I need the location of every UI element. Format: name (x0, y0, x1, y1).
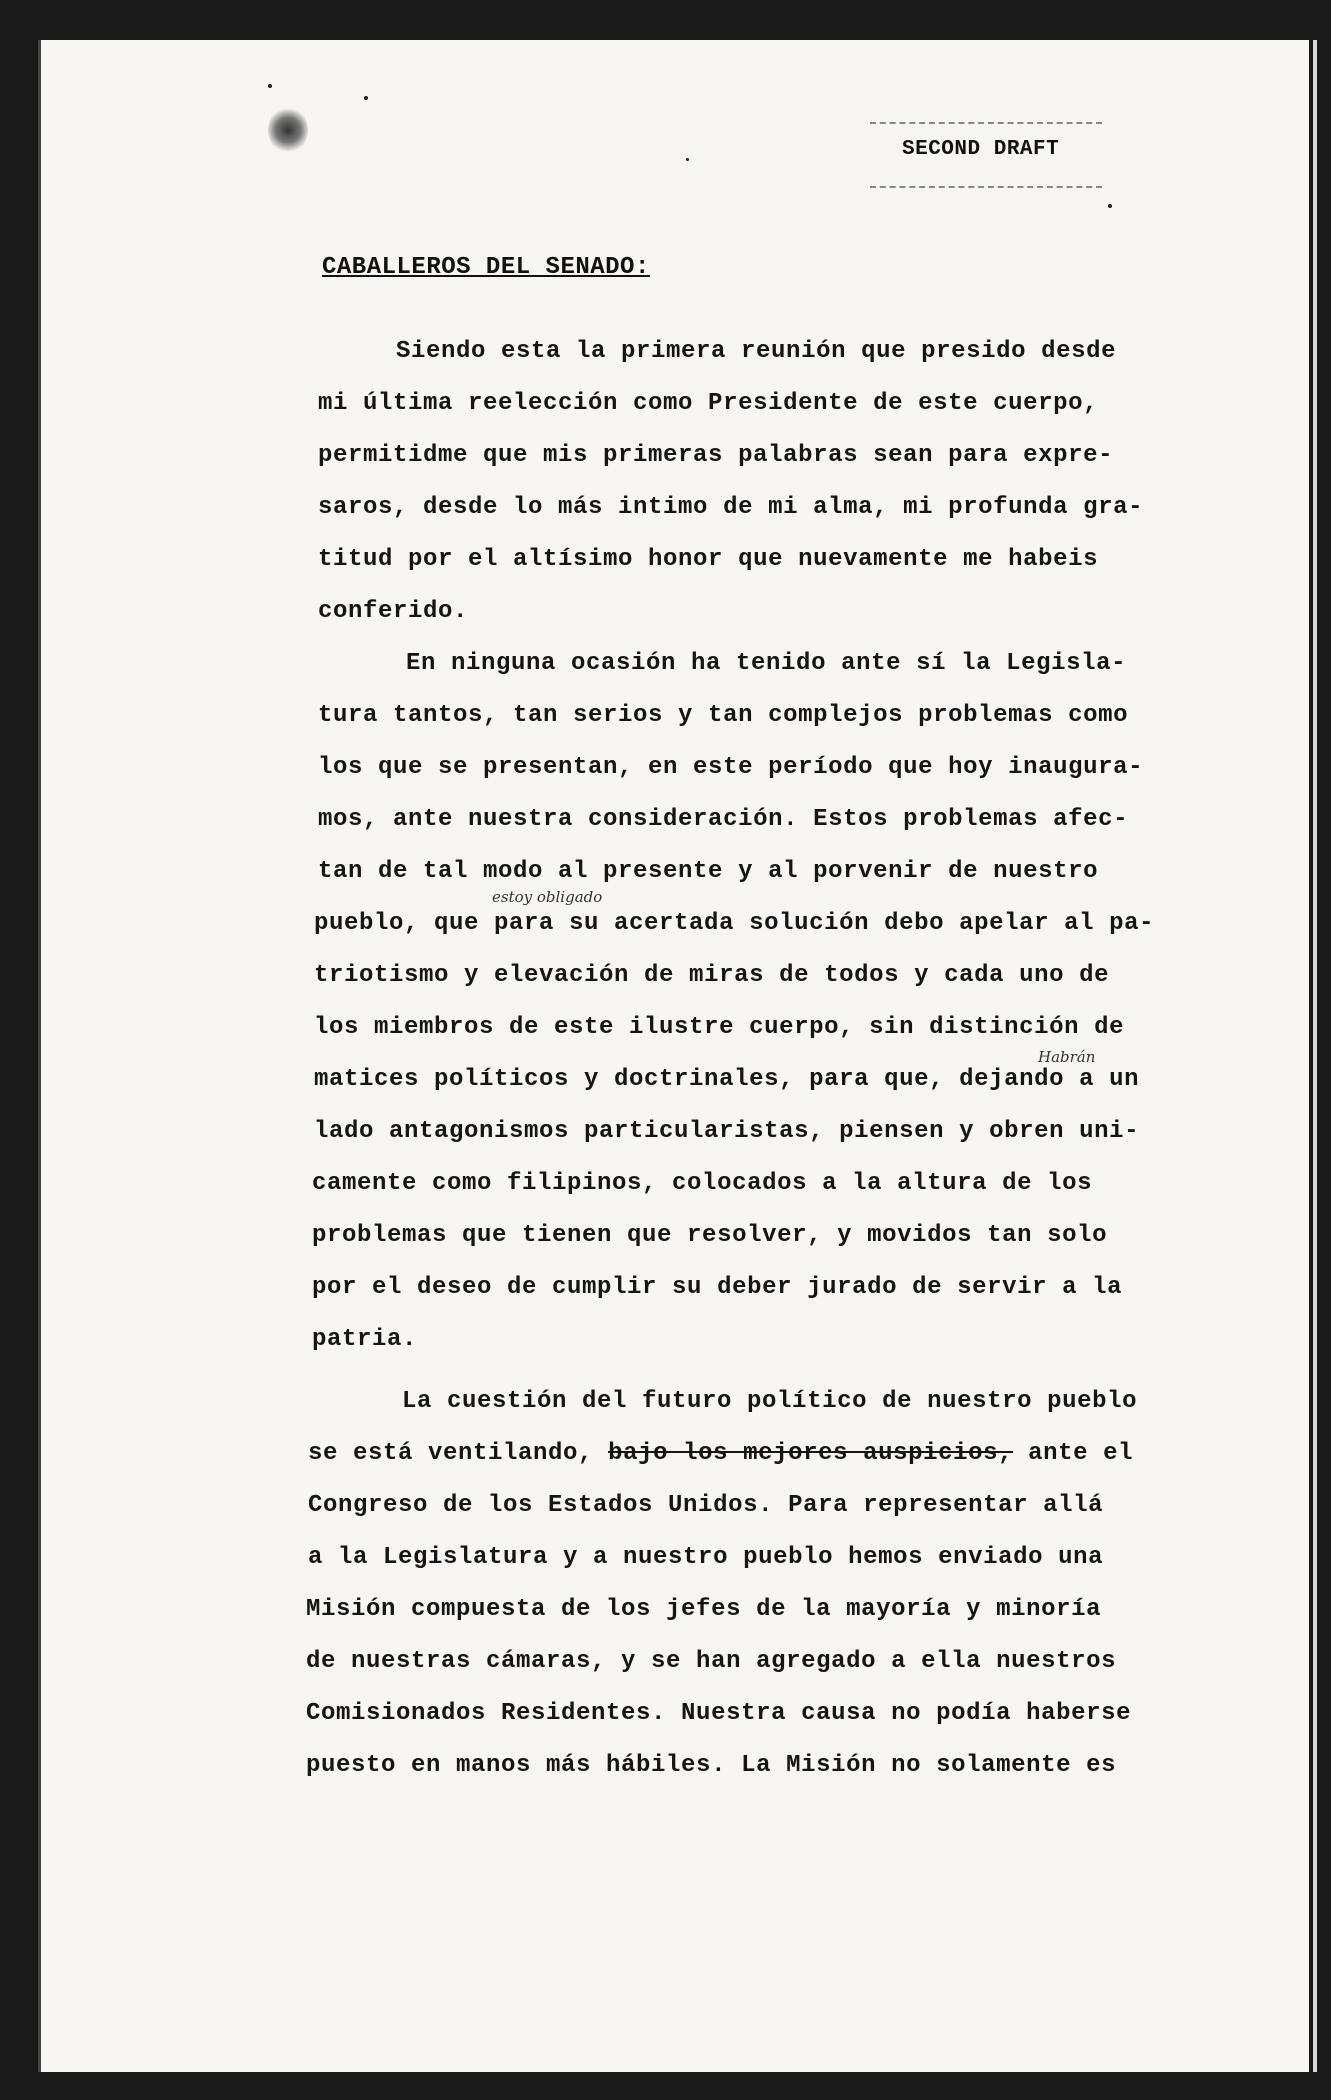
text-segment: ante el (1028, 1440, 1134, 1467)
text-line: tura tantos, tan serios y tan complejos problemas como (318, 702, 1129, 729)
text-line: La cuestión del futuro político de nuestro pueblo (402, 1388, 1138, 1415)
text-line: de nuestras cámaras, y se han agregado a ella nuestros (306, 1648, 1117, 1675)
text-segment: se está ventilando, (308, 1440, 594, 1467)
text-line: por el deseo de cumplir su deber jurado de servir a la (312, 1274, 1123, 1301)
ink-speck (1108, 204, 1112, 208)
text-line: puesto en manos más hábiles. La Misión no solamente es (306, 1752, 1117, 1779)
draft-header (870, 122, 1102, 188)
text-line: camente como filipinos, colocados a la altura de los (312, 1170, 1093, 1197)
text-line: lado antagonismos particularistas, piensen y obren uni- (314, 1118, 1140, 1145)
text-line: conferido. (318, 598, 469, 625)
ink-speck (364, 96, 368, 100)
ink-speck (686, 158, 689, 161)
text-line (308, 1440, 1133, 1467)
text-line: Siendo esta la primera reunión que presido desde (396, 338, 1117, 365)
text-line: mi última reelección como Presidente de este cuerpo, (318, 390, 1099, 417)
text-line: Misión compuesta de los jefes de la mayoría y minoría (306, 1596, 1102, 1623)
text-line: mos, ante nuestra consideración. Estos problemas afec- (318, 806, 1129, 833)
ink-blot (268, 106, 308, 154)
ink-speck (268, 84, 272, 88)
text-line: Congreso de los Estados Unidos. Para representar allá (308, 1492, 1104, 1519)
text-line: tan de tal modo al presente y al porvenir de nuestro (318, 858, 1099, 885)
text-line: matices políticos y doctrinales, para que, dejando a un (314, 1066, 1140, 1093)
text-line: pueblo, que para su acertada solución debo apelar al pa- (314, 910, 1155, 937)
text-line: saros, desde lo más intimo de mi alma, mi profunda gra- (318, 494, 1144, 521)
text-line: a la Legislatura y a nuestro pueblo hemos enviado una (308, 1544, 1104, 1571)
text-line: titud por el altísimo honor que nuevamente me habeis (318, 546, 1099, 573)
text-line: problemas que tienen que resolver, y movidos tan solo (312, 1222, 1108, 1249)
handwritten-note: estoy obligado (492, 888, 603, 906)
draft-label: SECOND DRAFT (902, 138, 1060, 161)
page-edge (1313, 40, 1317, 2072)
text-line: los que se presentan, en este período que hoy inaugura- (318, 754, 1144, 781)
text-line: patria. (312, 1326, 418, 1353)
text-line: En ninguna ocasión ha tenido ante sí la Legisla- (406, 650, 1127, 677)
text-line: permitidme que mis primeras palabras sean para expre- (318, 442, 1114, 469)
text-line: triotismo y elevación de miras de todos y cada uno de (314, 962, 1110, 989)
handwritten-note: Habrán (1038, 1048, 1096, 1066)
salutation: CABALLEROS DEL SENADO: (322, 254, 650, 281)
text-line: los miembros de este ilustre cuerpo, sin distinción de (314, 1014, 1125, 1041)
text-line: Comisionados Residentes. Nuestra causa no podía haberse (306, 1700, 1132, 1727)
struck-text: bajo los mejores auspicios, (608, 1440, 1014, 1467)
